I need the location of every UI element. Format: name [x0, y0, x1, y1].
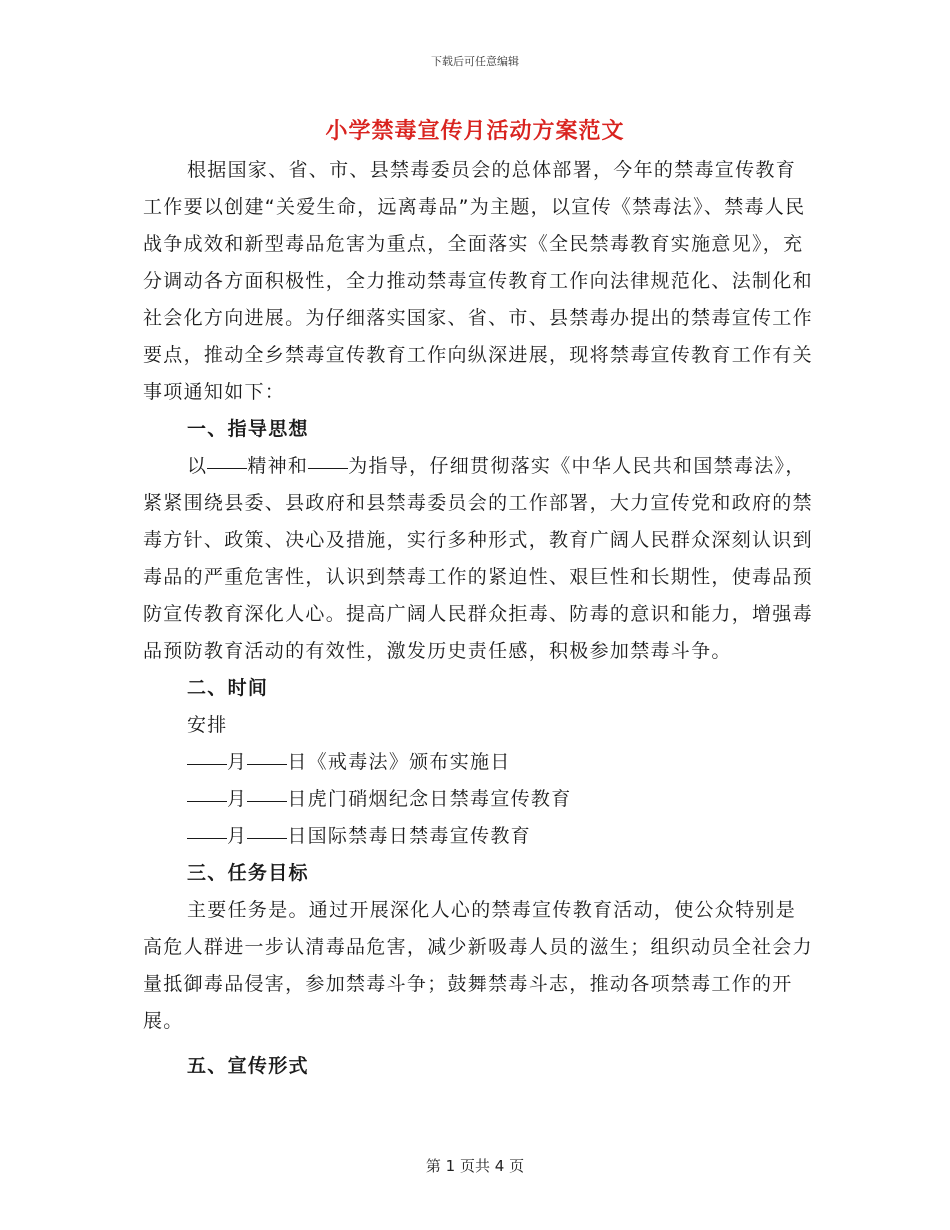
- schedule-item: 月 日《戒毒法》颁布实施日: [143, 744, 813, 781]
- section-heading-publicity-forms: 五、宣传形式: [187, 1055, 309, 1077]
- fill-blank: [308, 468, 348, 469]
- fill-blank: [207, 468, 247, 469]
- fill-blank: [247, 838, 287, 839]
- section-heading-guiding-ideology: 一、指导思想: [187, 418, 309, 440]
- fill-blank: [247, 801, 287, 802]
- document-body: [143, 152, 813, 1085]
- section-heading-task-goals: 三、任务目标: [187, 862, 309, 884]
- page-footer: 第 1 页共 4 页: [425, 1157, 525, 1175]
- fill-blank: [247, 764, 287, 765]
- schedule-item: 月 日虎门硝烟纪念日禁毒宣传教育: [143, 781, 813, 818]
- fill-blank: [187, 838, 227, 839]
- section-heading-time: 二、时间: [187, 677, 269, 699]
- schedule-label: 安排: [187, 714, 228, 736]
- task-goals-paragraph: 主要任务是。通过开展深化人心的禁毒宣传教育活动，使公众特别是高危人群进一步认清毒品危害，减少新吸毒人员的滋生；组织动员全社会力量抵御毒品侵害，参加禁毒斗争；鼓舞禁毒斗志，推动各项禁毒工作的开展。: [143, 899, 813, 1032]
- document-title: 小学禁毒宣传月活动方案范文: [325, 119, 625, 144]
- intro-paragraph: 根据国家、省、市、县禁毒委员会的总体部署，今年的禁毒宣传教育工作要以创建“关爱生命，远离毒品”为主题，以宣传《禁毒法》、禁毒人民战争成效和新型毒品危害为重点，全面落实《全民禁毒教育实施意见》，充分调动各方面积极性，全力推动禁毒宣传教育工作向法律规范化、法制化和社会化方向进展。为仔细落实国家、省、市、县禁毒办提出的禁毒宣传工作要点，推动全乡禁毒宣传教育工作向纵深进展，现将禁毒宣传教育工作有关事项通知如下：: [143, 159, 813, 403]
- page-header: 下载后可任意编辑: [431, 55, 519, 68]
- spacer: [143, 1040, 813, 1048]
- fill-blank: [187, 801, 227, 802]
- guiding-ideology-paragraph: 以 精神和 为指导，仔细贯彻落实《中华人民共和国禁毒法》，紧紧围绕县委、县政府和县禁毒委员会的工作部署，大力宣传党和政府的禁毒方针、政策、决心及措施，实行多种形式，教育广阔人民群众深刻认识到毒品的严重危害性，认识到禁毒工作的紧迫性、艰巨性和长期性，使毒品预防宣传教育深化人心。提高广阔人民群众拒毒、防毒的意识和能力，增强毒品预防教育活动的有效性，激发历史责任感，积极参加禁毒斗争。: [143, 455, 813, 662]
- schedule-item: 月 日国际禁毒日禁毒宣传教育: [143, 818, 813, 855]
- fill-blank: [187, 764, 227, 765]
